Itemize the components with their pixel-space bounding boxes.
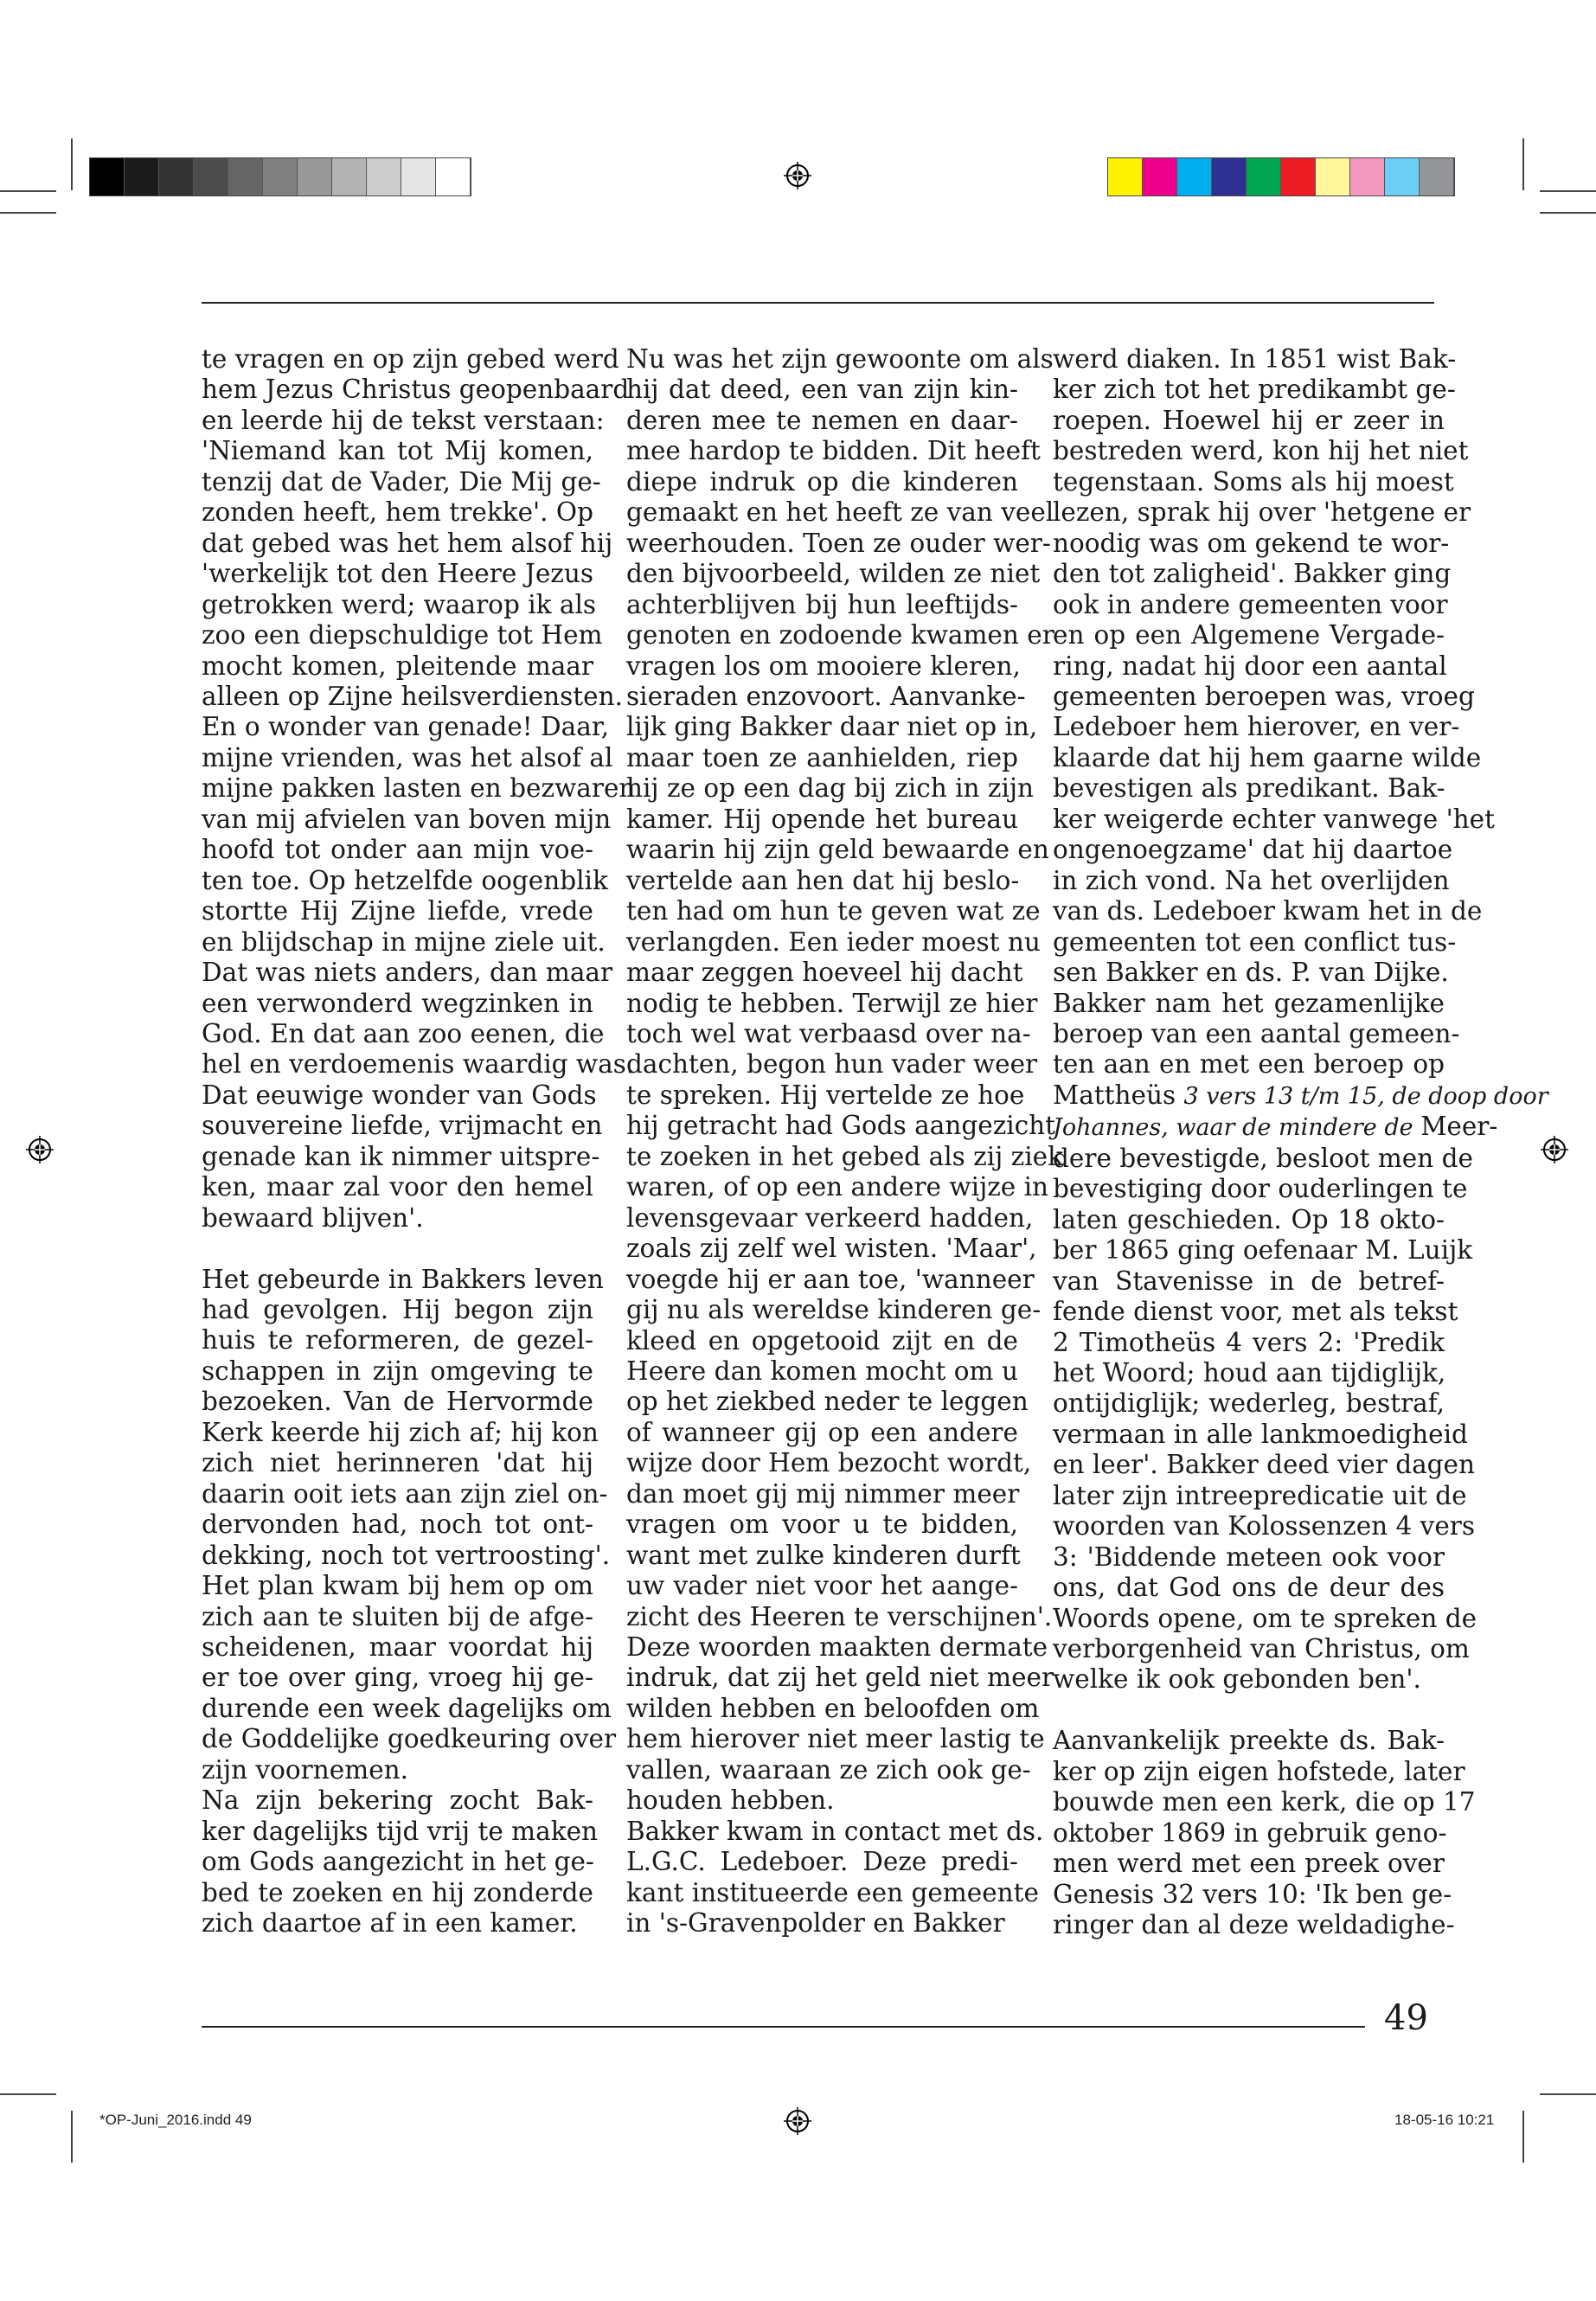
text-line: Mattheüs 3 vers 13 t/m 15, de doop door bbox=[1053, 1080, 1548, 1110]
text-line: want met zulke kinderen durft bbox=[626, 1540, 1021, 1570]
text-column-3 bbox=[1053, 344, 1548, 1941]
text-line: te spreken. Hij vertelde ze hoe bbox=[626, 1080, 1025, 1110]
text-line: dachten, begon hun vader weer bbox=[626, 1049, 1038, 1080]
text-line: tenzij dat de Vader, Die Mij ge- bbox=[202, 466, 601, 497]
text-line: roepen. Hoewel hij er zeer in bbox=[1053, 405, 1445, 435]
text-line: kleed en opgetooid zijt en de bbox=[626, 1325, 1018, 1356]
text-line: ten aan en met een beroep op bbox=[1053, 1049, 1445, 1080]
text-line: 'Niemand kan tot Mij komen, bbox=[202, 436, 593, 466]
text-line: te zoeken in het gebed als zij ziek bbox=[626, 1141, 1063, 1171]
color-swatch bbox=[1212, 158, 1247, 195]
text-line: lezen, sprak hij over 'hetgene er bbox=[1053, 497, 1471, 528]
text-line: hem hierover niet meer lastig te bbox=[626, 1724, 1045, 1754]
text-line: dere bevestigde, besloot men de bbox=[1053, 1143, 1473, 1173]
text-line: waren, of op een andere wijze in bbox=[626, 1172, 1049, 1202]
color-swatch bbox=[1420, 158, 1454, 195]
text-column-2 bbox=[626, 344, 1063, 1939]
text-line: durende een week dagelijks om bbox=[202, 1693, 612, 1723]
color-swatch bbox=[1177, 158, 1212, 195]
text-line: gij nu als wereldse kinderen ge- bbox=[626, 1295, 1042, 1325]
text-line: ker dagelijks tijd vrij te maken bbox=[202, 1816, 599, 1846]
text-line: ring, nadat hij door een aantal bbox=[1053, 651, 1447, 681]
registration-target-icon bbox=[784, 2107, 811, 2135]
text-line: ker op zijn eigen hofstede, later bbox=[1053, 1756, 1465, 1786]
crop-mark bbox=[1540, 2093, 1596, 2095]
text-line: zoo een diepschuldige tot Hem bbox=[202, 620, 603, 651]
text-line: woorden van Kolossenzen 4 vers bbox=[1053, 1511, 1476, 1541]
text-line: levensgevaar verkeerd hadden, bbox=[626, 1202, 1034, 1233]
text-line: Bakker kwam in contact met ds. bbox=[626, 1816, 1044, 1846]
text-line: zijn voornemen. bbox=[202, 1754, 409, 1785]
text-line: den tot zaligheid'. Bakker ging bbox=[1053, 559, 1452, 589]
crop-mark bbox=[0, 190, 56, 192]
crop-mark bbox=[0, 2093, 56, 2095]
text-line: Ledeboer hem hierover, en ver- bbox=[1053, 712, 1460, 742]
text-line: ker weigerde echter vanwege 'het bbox=[1053, 804, 1495, 834]
text-line: bevestiging door ouderlingen te bbox=[1053, 1174, 1468, 1204]
text-line: dervonden had, noch tot ont- bbox=[202, 1509, 593, 1540]
text-line: ten toe. Op hetzelfde oogenblik bbox=[202, 865, 608, 895]
text-line: en leerde hij de tekst verstaan: bbox=[202, 405, 605, 435]
color-swatch bbox=[1385, 158, 1420, 195]
text-line: later zijn intreepredicatie uit de bbox=[1053, 1480, 1467, 1510]
text-line: indruk, dat zij het geld niet meer bbox=[626, 1663, 1054, 1693]
text-line: hoofd tot onder aan mijn voe- bbox=[202, 835, 593, 865]
text-line: wijze door Hem bezocht wordt, bbox=[626, 1448, 1032, 1478]
text-line: laten geschieden. Op 18 okto- bbox=[1053, 1204, 1445, 1234]
text-line: vragen om voor u te bidden, bbox=[626, 1509, 1018, 1540]
text-line: huis te reformeren, de gezel- bbox=[202, 1325, 593, 1356]
text-line: ongenoegzame' dat hij daartoe bbox=[1053, 835, 1453, 865]
text-line: gemaakt en het heeft ze van veel bbox=[626, 497, 1054, 528]
gray-swatch bbox=[263, 158, 298, 195]
gray-swatch bbox=[228, 158, 263, 195]
text-line: en op een Algemene Vergade- bbox=[1053, 620, 1445, 651]
text-line: wilden hebben en beloofden om bbox=[626, 1693, 1040, 1723]
text-line: het Woord; houd aan tijdiglijk, bbox=[1053, 1357, 1446, 1388]
text-line: te vragen en op zijn gebed werd bbox=[202, 344, 619, 374]
text-line: getrokken werd; waarop ik als bbox=[202, 589, 597, 619]
text-line: ker zich tot het predikambt ge- bbox=[1053, 375, 1456, 405]
text-line: hij ze op een dag bij zich in zijn bbox=[626, 773, 1035, 804]
text-line: 2 Timotheüs 4 vers 2: 'Predik bbox=[1053, 1327, 1445, 1357]
crop-mark bbox=[1540, 212, 1596, 214]
text-line: in 's-Gravenpolder en Bakker bbox=[626, 1908, 1005, 1939]
text-line: beroep van een aantal gemeen- bbox=[1053, 1018, 1460, 1048]
text-line: er toe over ging, vroeg hij ge- bbox=[202, 1663, 593, 1693]
text-line: hem Jezus Christus geopenbaard bbox=[202, 375, 630, 405]
text-line: noodig was om gekend te wor- bbox=[1053, 528, 1450, 558]
text-line: ringer dan al deze weldadighe- bbox=[1053, 1910, 1455, 1940]
text-line: klaarde dat hij hem gaarne wilde bbox=[1053, 742, 1482, 772]
registration-target-icon bbox=[784, 162, 811, 189]
text-line: bouwde men een kerk, die op 17 bbox=[1053, 1787, 1476, 1817]
text-line: ten had om hun te geven wat ze bbox=[626, 896, 1041, 926]
text-line: bestreden werd, kon hij het niet bbox=[1053, 436, 1469, 466]
text-line: gemeenten beroepen was, vroeg bbox=[1053, 681, 1475, 711]
text-line: kant institueerde een gemeente bbox=[626, 1877, 1039, 1907]
text-line: Kerk keerde hij zich af; hij kon bbox=[202, 1417, 599, 1447]
text-line: achterblijven bij hun leeftijds- bbox=[626, 589, 1018, 619]
text-line: ons, dat God ons de deur des bbox=[1053, 1573, 1445, 1603]
text-line: bed te zoeken en hij zonderde bbox=[202, 1877, 593, 1907]
text-line: of wanneer gij op een andere bbox=[626, 1417, 1018, 1447]
text-line: fende dienst voor, met als tekst bbox=[1053, 1297, 1458, 1327]
crop-mark bbox=[0, 212, 56, 214]
text-line: in zich vond. Na het overlijden bbox=[1053, 865, 1450, 895]
gray-swatch bbox=[332, 158, 367, 195]
text-line: zich aan te sluiten bij de afge- bbox=[202, 1601, 593, 1631]
text-line: van Stavenisse in de betref- bbox=[1053, 1266, 1445, 1296]
text-line: ber 1865 ging oefenaar M. Luijk bbox=[1053, 1235, 1473, 1266]
paragraph-gap bbox=[202, 1234, 593, 1264]
color-swatch bbox=[1350, 158, 1385, 195]
text-line: diepe indruk op die kinderen bbox=[626, 466, 1018, 497]
color-swatch bbox=[1281, 158, 1316, 195]
text-line: tegenstaan. Soms als hij moest bbox=[1053, 466, 1454, 497]
color-swatch bbox=[1247, 158, 1281, 195]
gray-swatch bbox=[436, 158, 471, 195]
text-line: Aanvankelijk preekte ds. Bak- bbox=[1053, 1726, 1445, 1756]
text-line: voegde hij er aan toe, 'wanneer bbox=[626, 1264, 1035, 1294]
text-line: weerhouden. Toen ze ouder wer- bbox=[626, 528, 1051, 558]
text-line: Heere dan komen mocht om u bbox=[626, 1356, 1018, 1386]
text-line: van ds. Ledeboer kwam het in de bbox=[1053, 896, 1483, 926]
text-line: Dat eeuwige wonder van Gods bbox=[202, 1080, 597, 1110]
text-line: souvereine liefde, vrijmacht en bbox=[202, 1111, 603, 1141]
text-line: ken, maar zal voor den hemel bbox=[202, 1172, 593, 1202]
page-number: 49 bbox=[1384, 1998, 1428, 2038]
text-line: sen Bakker en ds. P. van Dijke. bbox=[1053, 958, 1449, 988]
text-line: nodig te hebben. Terwijl ze hier bbox=[626, 988, 1038, 1018]
color-swatch bbox=[1108, 158, 1143, 195]
text-line: vertelde aan hen dat hij beslo- bbox=[626, 865, 1020, 895]
text-line: lijk ging Bakker daar niet op in, bbox=[626, 712, 1038, 742]
registration-target-icon bbox=[1541, 1136, 1568, 1163]
text-line: Woords opene, om te spreken de bbox=[1053, 1603, 1477, 1633]
text-line: Johannes, waar de mindere de Meer- bbox=[1053, 1112, 1498, 1142]
text-line: dekking, noch tot vertroosting'. bbox=[202, 1540, 611, 1570]
process-color-bar bbox=[1107, 157, 1455, 196]
text-line: vragen los om mooiere kleren, bbox=[626, 651, 1021, 681]
text-line: scheidenen, maar voordat hij bbox=[202, 1632, 593, 1663]
text-line: hij dat deed, een van zijn kin- bbox=[626, 375, 1018, 405]
registration-target-icon bbox=[26, 1136, 54, 1163]
color-swatch bbox=[1316, 158, 1350, 195]
text-line: had gevolgen. Hij begon zijn bbox=[202, 1295, 593, 1325]
text-line: Genesis 32 vers 10: 'Ik ben ge- bbox=[1053, 1879, 1452, 1909]
text-column-1 bbox=[202, 344, 636, 1939]
text-line: 'werkelijk tot den Heere Jezus bbox=[202, 559, 593, 589]
slug-filename: *OP-Juni_2016.indd 49 bbox=[99, 2112, 252, 2128]
text-line: vallen, waaraan ze zich ook ge- bbox=[626, 1754, 1031, 1785]
text-line: Het gebeurde in Bakkers leven bbox=[202, 1264, 604, 1294]
text-line: Deze woorden maakten dermate bbox=[626, 1632, 1048, 1663]
gray-swatch bbox=[367, 158, 401, 195]
text-line: kamer. Hij opende het bureau bbox=[626, 804, 1018, 834]
gray-swatch bbox=[90, 158, 125, 195]
text-line: verborgenheid van Christus, om bbox=[1053, 1634, 1470, 1664]
paragraph-gap bbox=[1053, 1695, 1445, 1726]
text-line: op het ziekbed neder te leggen bbox=[626, 1387, 1029, 1417]
text-line: bevestigen als predikant. Bak- bbox=[1053, 773, 1445, 804]
text-line: hij getracht had Gods aangezicht bbox=[626, 1111, 1056, 1141]
text-line: zoals zij zelf wel wisten. 'Maar', bbox=[626, 1234, 1037, 1264]
text-line: hel en verdoemenis waardig was. bbox=[202, 1049, 635, 1080]
text-line: daarin ooit iets aan zijn ziel on- bbox=[202, 1478, 608, 1509]
text-line: stortte Hij Zijne liefde, vrede bbox=[202, 896, 593, 926]
text-line: verlangden. Een ieder moest nu bbox=[626, 926, 1041, 957]
text-line: welke ik ook gebonden ben'. bbox=[1053, 1664, 1421, 1695]
text-line: Nu was het zijn gewoonte om als bbox=[626, 344, 1054, 374]
text-line: houden hebben. bbox=[626, 1785, 835, 1816]
text-line: toch wel wat verbaasd over na- bbox=[626, 1018, 1031, 1048]
text-line: Bakker nam het gezamenlijke bbox=[1053, 988, 1445, 1018]
text-line: zich niet herinneren 'dat hij bbox=[202, 1448, 593, 1478]
text-line: en blijdschap in mijne ziele uit. bbox=[202, 926, 606, 957]
gray-swatch bbox=[159, 158, 194, 195]
text-line: de Goddelijke goedkeuring over bbox=[202, 1724, 617, 1754]
color-swatch bbox=[1143, 158, 1177, 195]
top-rule bbox=[202, 302, 1434, 304]
gray-swatch bbox=[298, 158, 332, 195]
grayscale-color-bar bbox=[89, 157, 471, 196]
text-line: mijne vrienden, was het alsof al bbox=[202, 742, 613, 772]
text-line: maar toen ze aanhielden, riep bbox=[626, 742, 1018, 772]
text-line: Na zijn bekering zocht Bak- bbox=[202, 1785, 593, 1816]
text-line: den bijvoorbeeld, wilden ze niet bbox=[626, 559, 1041, 589]
text-line: 3: 'Biddende meteen ook voor bbox=[1053, 1541, 1445, 1572]
text-line: een verwonderd wegzinken in bbox=[202, 988, 593, 1018]
text-line: maar zeggen hoeveel hij dacht bbox=[626, 958, 1023, 988]
crop-mark bbox=[1522, 138, 1524, 190]
crop-mark bbox=[71, 2111, 73, 2163]
gray-swatch bbox=[194, 158, 228, 195]
text-line: deren mee te nemen en daar- bbox=[626, 405, 1018, 435]
text-line: alleen op Zijne heilsverdiensten. bbox=[202, 681, 623, 711]
slug-timestamp: 18-05-16 10:21 bbox=[1394, 2112, 1495, 2128]
text-line: Dat was niets anders, dan maar bbox=[202, 958, 613, 988]
text-line: sieraden enzovoort. Aanvanke- bbox=[626, 681, 1026, 711]
crop-mark bbox=[1540, 190, 1596, 192]
text-line: van mij afvielen van boven mijn bbox=[202, 804, 612, 834]
text-line: oktober 1869 in gebruik geno- bbox=[1053, 1817, 1447, 1848]
text-line: waarin hij zijn geld bewaarde en bbox=[626, 835, 1049, 865]
text-line: men werd met een preek over bbox=[1053, 1849, 1445, 1879]
text-line: werd diaken. In 1851 wist Bak- bbox=[1053, 344, 1457, 374]
gray-swatch bbox=[401, 158, 436, 195]
text-line: zonden heeft, hem trekke'. Op bbox=[202, 497, 593, 528]
text-line: zich daartoe af in een kamer. bbox=[202, 1908, 578, 1939]
crop-mark bbox=[71, 138, 73, 190]
text-line: ook in andere gemeenten voor bbox=[1053, 589, 1448, 619]
text-line: ontijdiglijk; wederleg, bestraf, bbox=[1053, 1388, 1445, 1419]
text-line: uw vader niet voor het aange- bbox=[626, 1571, 1018, 1601]
text-line: zicht des Heeren te verschijnen'. bbox=[626, 1601, 1053, 1631]
text-line: dat gebed was het hem alsof hij bbox=[202, 528, 613, 558]
text-line: En o wonder van genade! Daar, bbox=[202, 712, 610, 742]
crop-mark bbox=[1522, 2111, 1524, 2163]
text-line: L.G.C. Ledeboer. Deze predi- bbox=[626, 1847, 1018, 1877]
text-line: gemeenten tot een conflict tus- bbox=[1053, 926, 1457, 957]
gray-swatch bbox=[125, 158, 159, 195]
text-line: en leer'. Bakker deed vier dagen bbox=[1053, 1450, 1476, 1480]
text-line: genade kan ik nimmer uitspre- bbox=[202, 1141, 600, 1171]
text-line: vermaan in alle lankmoedigheid bbox=[1053, 1419, 1468, 1449]
text-line: Het plan kwam bij hem op om bbox=[202, 1571, 593, 1601]
text-line: bewaard blijven'. bbox=[202, 1202, 424, 1233]
text-line: genoten en zodoende kwamen er bbox=[626, 620, 1054, 651]
text-line: bezoeken. Van de Hervormde bbox=[202, 1387, 593, 1417]
text-line: om Gods aangezicht in het ge- bbox=[202, 1847, 594, 1877]
text-line: mocht komen, pleitende maar bbox=[202, 651, 593, 681]
bottom-rule bbox=[202, 2026, 1365, 2028]
text-line: dan moet gij mij nimmer meer bbox=[626, 1478, 1020, 1509]
text-line: mee hardop te bidden. Dit heeft bbox=[626, 436, 1041, 466]
text-line: schappen in zijn omgeving te bbox=[202, 1356, 593, 1386]
text-line: God. En dat aan zoo eenen, die bbox=[202, 1018, 605, 1048]
text-line: mijne pakken lasten en bezwaren bbox=[202, 773, 636, 804]
